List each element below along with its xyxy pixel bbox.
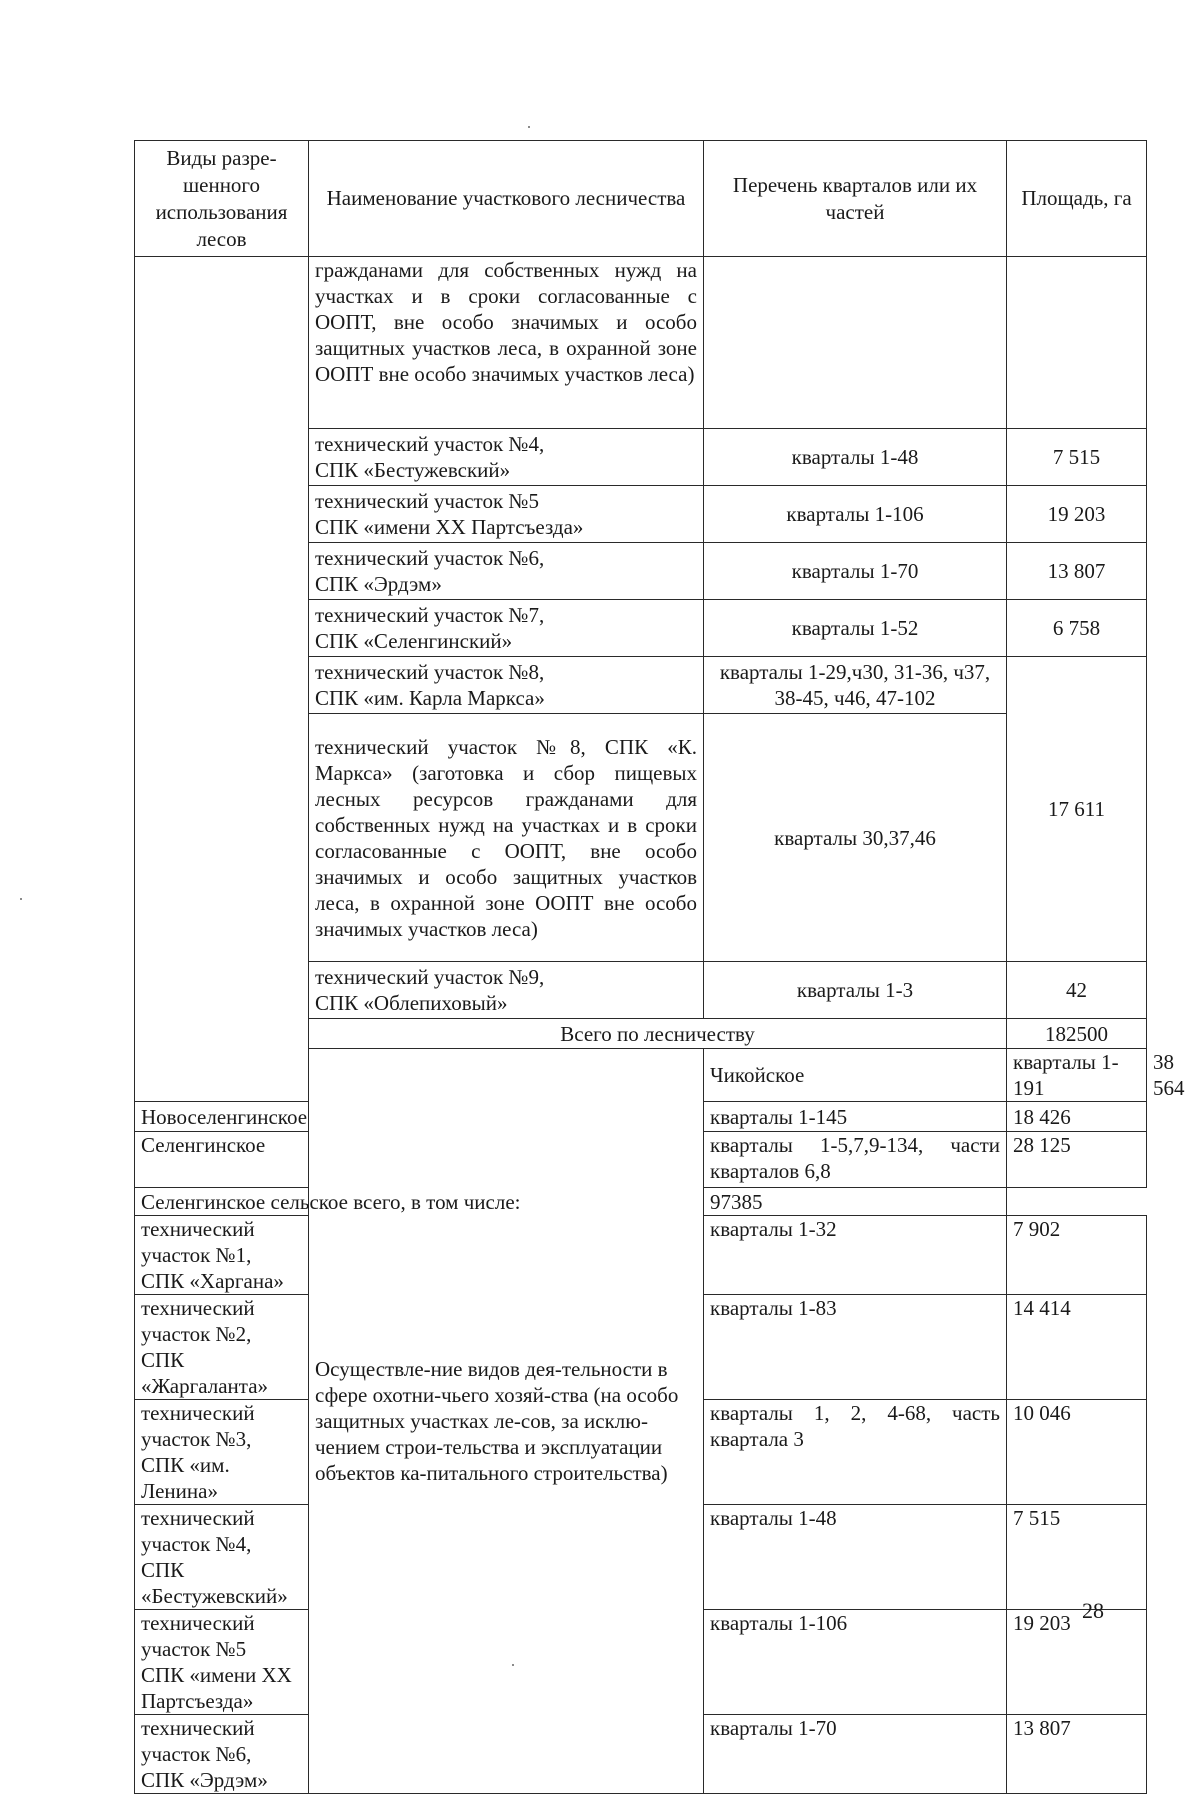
quarters-cell xyxy=(704,257,1007,429)
area-cell: 19 203 xyxy=(1007,1610,1147,1715)
area-cell: 7 515 xyxy=(1007,1505,1147,1610)
forestry-name-cell: технический участок №4, СПК «Бестужевский» xyxy=(309,429,704,486)
quarters-cell: кварталы 1-145 xyxy=(704,1102,1007,1132)
table-header-row xyxy=(135,141,1147,257)
quarters-cell: кварталы 1-32 xyxy=(704,1216,1007,1295)
quarters-cell: кварталы 1, 2, 4-68, часть квартала 3 xyxy=(704,1400,1007,1505)
quarters-cell: кварталы 1-3 xyxy=(704,962,1007,1019)
quarters-cell: кварталы 1-191 xyxy=(1007,1049,1147,1102)
header-quarters: Перечень кварталов или их частей xyxy=(704,141,1007,257)
subtotal-row xyxy=(135,1188,1147,1216)
forestry-name-cell: технический участок №6, СПК «Эрдэм» xyxy=(309,543,704,600)
header-area: Площадь, га xyxy=(1007,141,1147,257)
forestry-name-cell: гражданами для собственных нужд на участках и в сроки согласованные с ООПТ, вне особо значимых и особо защитных участков леса, в охранной зоне ООПТ вне особо значимых участков леса) xyxy=(309,257,704,429)
area-cell: 18 426 xyxy=(1007,1102,1147,1132)
use-type-cell-continued xyxy=(135,257,309,1102)
quarters-cell: кварталы 1-48 xyxy=(704,429,1007,486)
forestry-name-cell: технический участок №8, СПК «К. Маркса» (заготовка и сбор пищевых лесных ресурсов гражданами для собственных нужд на участках и в сроки согласованные с ООПТ, вне особо значимых и особо защитных участков леса, в охранной зоне ООПТ вне особо значимых участков леса) xyxy=(309,714,704,962)
area-cell: 7 902 xyxy=(1007,1216,1147,1295)
page-number: 28 xyxy=(1082,1598,1104,1623)
forestry-name-cell: технический участок №3, СПК «им. Ленина» xyxy=(135,1400,309,1505)
table-row xyxy=(135,257,1147,429)
forestry-name-cell: технический участок №2, СПК «Жаргаланта» xyxy=(135,1295,309,1400)
forestry-name-cell: Чикойское xyxy=(704,1049,1007,1102)
area-cell: 13 807 xyxy=(1007,543,1147,600)
area-cell: 6 758 xyxy=(1007,600,1147,657)
total-label: Всего по лесничеству xyxy=(309,1019,1007,1049)
scan-speck xyxy=(528,126,530,128)
forestry-name-cell: технический участок №6, СПК «Эрдэм» xyxy=(135,1715,309,1794)
subtotal-area: 97385 xyxy=(704,1188,1007,1216)
forestry-name-cell: Селенгинское xyxy=(135,1132,309,1188)
quarters-cell: кварталы 1-106 xyxy=(704,486,1007,543)
forestry-name-cell: Новоселенгинское xyxy=(135,1102,309,1132)
quarters-cell: кварталы 1-52 xyxy=(704,600,1007,657)
area-cell: 7 515 xyxy=(1007,429,1147,486)
total-area: 182500 xyxy=(1007,1019,1147,1049)
quarters-cell: кварталы 1-70 xyxy=(704,1715,1007,1794)
area-cell: 14 414 xyxy=(1007,1295,1147,1400)
quarters-cell: кварталы 1-106 xyxy=(704,1610,1007,1715)
quarters-cell: кварталы 1-5,7,9-134, части кварталов 6,8 xyxy=(704,1132,1007,1188)
forestry-name-cell: технический участок №9, СПК «Облепиховый» xyxy=(309,962,704,1019)
scan-speck xyxy=(20,898,22,900)
subtotal-label: Селенгинское сельское всего, в том числе: xyxy=(135,1188,704,1216)
quarters-cell: кварталы 1-70 xyxy=(704,543,1007,600)
forestry-name-cell: технический участок №8, СПК «им. Карла Маркса» xyxy=(309,657,704,714)
area-cell xyxy=(1007,257,1147,429)
forestry-name-cell: технический участок №4, СПК «Бестужевский» xyxy=(135,1505,309,1610)
quarters-cell: кварталы 1-83 xyxy=(704,1295,1007,1400)
forest-use-table xyxy=(134,140,1185,1794)
quarters-cell: кварталы 1-29,ч30, 31-36, ч37, 38-45, ч46, 47-102 xyxy=(704,657,1007,714)
area-cell: 17 611 xyxy=(1007,657,1147,962)
forestry-name-cell: технический участок №5 СПК «имени XX Партсъезда» xyxy=(309,486,704,543)
area-cell: 10 046 xyxy=(1007,1400,1147,1505)
area-cell: 28 125 xyxy=(1007,1132,1147,1188)
quarters-cell: кварталы 30,37,46 xyxy=(704,714,1007,962)
header-use-type: Виды разре-шенного использования лесов xyxy=(135,141,309,257)
forestry-name-cell: технический участок №7, СПК «Селенгинский» xyxy=(309,600,704,657)
header-forestry-name: Наименование участкового лесничества xyxy=(309,141,704,257)
area-cell: 42 xyxy=(1007,962,1147,1019)
forestry-name-cell: технический участок №1, СПК «Харгана» xyxy=(135,1216,309,1295)
quarters-cell: кварталы 1-48 xyxy=(704,1505,1007,1610)
table-row: Осуществле-ние видов дея-тельности в сфере охотни-чьего хозяй-ства (на особо защитных участках ле-сов, за исклю-чением строи-тельства и эксплуатации объектов ка-питального строительства) Чикойское кварталы 1-191 38 564 xyxy=(135,1049,1147,1102)
forestry-name-cell: технический участок №5 СПК «имени XX Партсъезда» xyxy=(135,1610,309,1715)
area-cell: 19 203 xyxy=(1007,486,1147,543)
area-cell: 13 807 xyxy=(1007,1715,1147,1794)
use-type-hunting: Осуществле-ние видов дея-тельности в сфере охотни-чьего хозяй-ства (на особо защитных участках ле-сов, за исклю-чением строи-тельства и эксплуатации объектов ка-питального строительства) xyxy=(309,1049,704,1794)
